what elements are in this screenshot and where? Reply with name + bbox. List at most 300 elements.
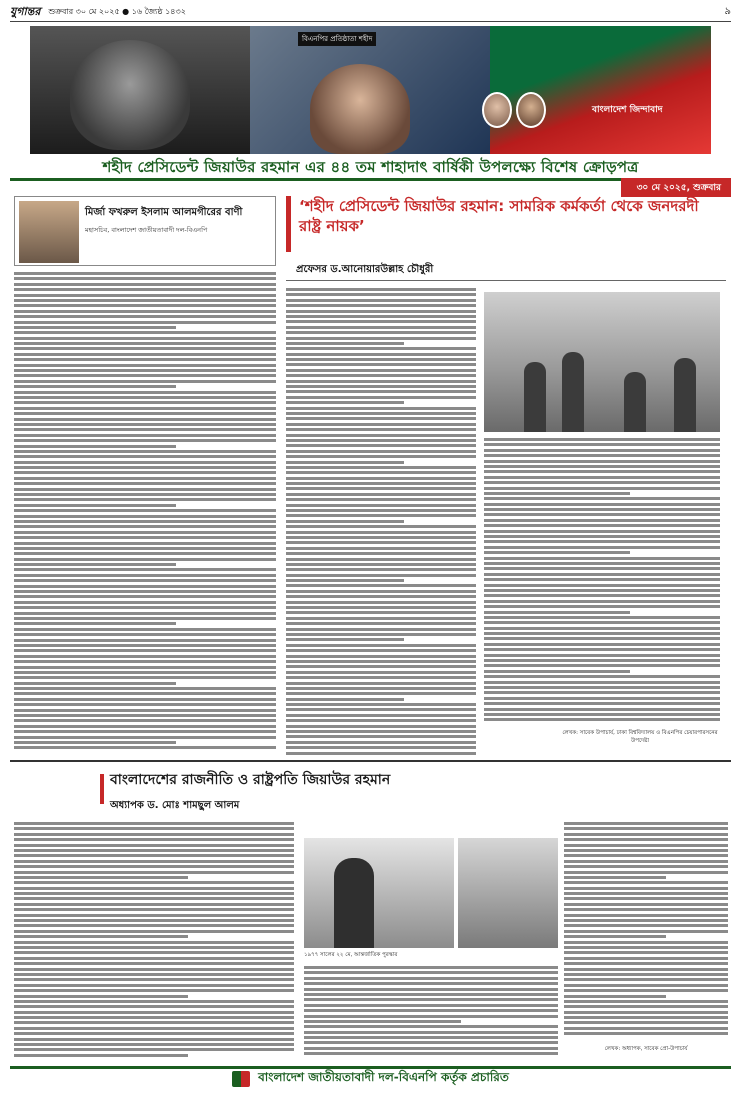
text-line: [14, 919, 294, 922]
text-line: [484, 718, 720, 721]
text-line: [14, 304, 276, 307]
text-line: [484, 562, 720, 565]
text-line: [304, 1004, 558, 1007]
text-line: [564, 871, 728, 874]
divider: [286, 280, 726, 281]
text-line: [564, 887, 728, 890]
text-line: [14, 682, 176, 685]
text-line: [286, 293, 476, 296]
text-line: [286, 579, 404, 582]
text-line: [286, 568, 476, 571]
text-line: [286, 466, 476, 469]
text-line: [286, 477, 476, 480]
text-line: [14, 838, 294, 841]
text-line: [286, 299, 476, 302]
text-line: [286, 331, 476, 334]
text-line: [14, 337, 276, 340]
text-line: [484, 470, 720, 473]
text-line: [14, 709, 276, 712]
text-line: [304, 971, 558, 974]
text-line: [14, 407, 276, 410]
article1-photo: [484, 292, 720, 432]
text-line: [286, 558, 476, 561]
text-line: [14, 860, 294, 863]
text-line: [14, 871, 294, 874]
text-line: [286, 417, 476, 420]
text-line: [484, 713, 720, 716]
text-line: [564, 897, 728, 900]
article1-heading: [286, 196, 726, 252]
portrait-center: [310, 64, 410, 154]
text-line: [564, 908, 728, 911]
text-line: [14, 725, 276, 728]
text-line: [286, 304, 476, 307]
text-line: [286, 730, 476, 733]
text-line: [564, 995, 666, 998]
text-line: [14, 1011, 294, 1014]
text-line: [14, 741, 176, 744]
text-line: [14, 277, 276, 280]
text-line: [14, 676, 276, 679]
page-number: ৯: [724, 6, 731, 17]
text-line: [286, 590, 476, 593]
text-line: [14, 973, 294, 976]
text-line: [484, 589, 720, 592]
text-line: [564, 973, 728, 976]
text-line: [14, 283, 276, 286]
text-line: [14, 585, 276, 588]
text-line: [304, 988, 558, 991]
party-logo-icon: [232, 1071, 250, 1087]
text-line: [564, 860, 728, 863]
text-line: [564, 924, 728, 927]
text-line: [14, 326, 176, 329]
text-line: [484, 557, 720, 560]
text-line: [286, 482, 476, 485]
text-line: [484, 605, 720, 608]
text-line: [286, 461, 404, 464]
text-line: [286, 665, 476, 668]
article1-body-col2: [484, 438, 720, 728]
text-line: [286, 369, 476, 372]
text-line: [484, 594, 720, 597]
text-line: [14, 633, 276, 636]
text-line: [286, 617, 476, 620]
text-line: [484, 611, 630, 614]
text-line: [286, 498, 476, 501]
text-line: [286, 649, 476, 652]
text-line: [564, 1000, 728, 1003]
text-line: [14, 299, 276, 302]
text-line: [14, 445, 176, 448]
message-body: [14, 272, 276, 756]
text-line: [484, 681, 720, 684]
text-line: [14, 692, 276, 695]
text-line: [484, 691, 720, 694]
text-line: [484, 600, 720, 603]
text-line: [484, 686, 720, 689]
text-line: [14, 897, 294, 900]
text-line: [286, 401, 404, 404]
text-line: [14, 563, 176, 566]
text-line: [564, 930, 728, 933]
text-line: [484, 497, 720, 500]
article1-author: প্রফেসর ড.আনোয়ারউল্লাহ চৌধুরী: [296, 264, 434, 275]
text-line: [564, 892, 728, 895]
text-line: [286, 487, 476, 490]
text-line: [14, 822, 294, 825]
section-divider: [10, 760, 731, 762]
text-line: [14, 660, 276, 663]
text-line: [484, 627, 720, 630]
text-line: [286, 412, 476, 415]
author-photo: [19, 201, 79, 263]
text-line: [14, 488, 276, 491]
text-line: [484, 476, 720, 479]
text-line: [14, 951, 294, 954]
text-line: [286, 337, 476, 340]
text-line: [14, 644, 276, 647]
issue-date: শুক্রবার ৩০ মে ২০২৫ ● ১৬ জ্যৈষ্ঠ ১৪৩২: [48, 7, 186, 16]
text-line: [14, 730, 276, 733]
article2-photo-2: [458, 838, 558, 948]
text-line: [14, 455, 276, 458]
text-line: [286, 633, 476, 636]
text-line: [14, 941, 294, 944]
text-line: [286, 660, 476, 663]
article1-body-col1: [286, 288, 476, 758]
flag-graphic: [490, 26, 711, 154]
text-line: [484, 643, 720, 646]
text-line: [14, 579, 276, 582]
text-line: [564, 844, 728, 847]
text-line: [564, 881, 728, 884]
text-line: [286, 288, 476, 291]
text-line: [484, 524, 720, 527]
text-line: [14, 687, 276, 690]
text-line: [286, 719, 476, 722]
text-line: [14, 978, 294, 981]
text-line: [484, 481, 720, 484]
text-line: [14, 385, 176, 388]
text-line: [484, 659, 720, 662]
text-line: [564, 865, 728, 868]
text-line: [286, 342, 404, 345]
text-line: [14, 347, 276, 350]
text-line: [304, 1025, 558, 1028]
text-line: [286, 714, 476, 717]
article1-author-caption: লেখক: সাবেক উপাচার্য, ঢাকা বিশ্ববিদ্যালয় ও বিএনপির চেয়ারপারসনের উপদেষ্টা: [562, 730, 718, 744]
text-line: [286, 746, 476, 749]
text-line: [484, 540, 720, 543]
text-line: [564, 1005, 728, 1008]
text-line: [14, 536, 276, 539]
text-line: [14, 1027, 294, 1030]
text-line: [14, 542, 276, 545]
text-line: [286, 390, 476, 393]
text-line: [564, 1011, 728, 1014]
text-line: [286, 708, 476, 711]
text-line: [564, 951, 728, 954]
text-line: [14, 482, 276, 485]
text-line: [286, 698, 404, 701]
text-line: [14, 649, 276, 652]
text-line: [564, 962, 728, 965]
text-line: [286, 682, 476, 685]
text-line: [14, 547, 276, 550]
text-line: [484, 535, 720, 538]
text-line: [304, 1036, 558, 1039]
text-line: [286, 315, 476, 318]
text-line: [564, 1021, 728, 1024]
text-line: [484, 616, 720, 619]
text-line: [286, 504, 476, 507]
text-line: [286, 687, 476, 690]
text-line: [14, 1005, 294, 1008]
text-line: [484, 503, 720, 506]
text-line: [14, 439, 276, 442]
text-line: [564, 968, 728, 971]
text-line: [14, 1021, 294, 1024]
text-line: [286, 385, 476, 388]
text-line: [286, 547, 476, 550]
text-line: [14, 957, 294, 960]
text-line: [286, 439, 476, 442]
text-line: [14, 924, 294, 927]
text-line: [14, 655, 276, 658]
text-line: [14, 358, 276, 361]
text-line: [484, 573, 720, 576]
text-line: [14, 369, 276, 372]
text-line: [14, 423, 276, 426]
text-line: [14, 412, 276, 415]
text-line: [14, 520, 276, 523]
banner-slogan: বাংলাদেশ জিন্দাবাদ: [592, 105, 663, 115]
article2-title: বাংলাদেশের রাজনীতি ও রাষ্ট্রপতি জিয়াউর রহমান: [110, 772, 391, 788]
masthead: যুগান্তর: [10, 5, 41, 18]
page-footer: [10, 1066, 731, 1088]
text-line: [304, 1020, 461, 1023]
text-line: [14, 714, 276, 717]
text-line: [14, 294, 276, 297]
text-line: [564, 935, 666, 938]
text-line: [564, 1032, 728, 1035]
text-line: [14, 525, 276, 528]
text-line: [14, 968, 294, 971]
text-line: [14, 622, 176, 625]
text-line: [304, 977, 558, 980]
article2-photo-caption: ১৯৭৭ সালের ২২ মে, আন্তর্জাতিক পুরস্কার: [304, 952, 398, 958]
text-line: [286, 584, 476, 587]
text-line: [14, 908, 294, 911]
text-line: [564, 946, 728, 949]
text-line: [484, 519, 720, 522]
text-line: [14, 321, 276, 324]
article2-photo-1: [304, 838, 454, 948]
text-line: [484, 449, 720, 452]
article2-body-col3: [564, 822, 728, 1042]
text-line: [286, 450, 476, 453]
text-line: [14, 315, 276, 318]
text-line: [14, 903, 294, 906]
text-line: [286, 563, 476, 566]
text-line: [484, 654, 720, 657]
text-line: [304, 1015, 558, 1018]
text-line: [14, 374, 276, 377]
text-line: [286, 531, 476, 534]
text-line: [304, 982, 558, 985]
text-line: [14, 531, 276, 534]
text-line: [304, 993, 558, 996]
text-line: [14, 396, 276, 399]
text-line: [14, 493, 276, 496]
text-line: [286, 509, 476, 512]
text-line: [14, 995, 188, 998]
text-line: [14, 946, 294, 949]
text-line: [14, 962, 294, 965]
text-line: [484, 443, 720, 446]
text-line: [286, 671, 476, 674]
text-line: [14, 746, 276, 749]
text-line: [14, 574, 276, 577]
banner-label: বিএনপির প্রতিষ্ঠাতা শহীদ: [298, 32, 376, 46]
text-line: [564, 989, 728, 992]
text-line: [14, 471, 276, 474]
text-line: [14, 930, 294, 933]
text-line: [484, 460, 720, 463]
text-line: [14, 1000, 294, 1003]
text-line: [14, 418, 276, 421]
text-line: [564, 838, 728, 841]
text-line: [484, 578, 720, 581]
text-line: [564, 978, 728, 981]
text-line: [14, 461, 276, 464]
text-line: [14, 1032, 294, 1035]
text-line: [484, 487, 720, 490]
text-line: [14, 935, 188, 938]
text-line: [14, 719, 276, 722]
text-line: [286, 374, 476, 377]
text-line: [564, 876, 666, 879]
text-line: [286, 676, 476, 679]
text-line: [484, 632, 720, 635]
text-line: [286, 423, 476, 426]
text-line: [14, 628, 276, 631]
text-line: [14, 380, 276, 383]
text-line: [286, 428, 476, 431]
text-line: [14, 509, 276, 512]
text-line: [286, 380, 476, 383]
inset-portrait-1: [482, 92, 512, 128]
text-line: [14, 881, 294, 884]
text-line: [484, 621, 720, 624]
footer-text: বাংলাদেশ জাতীয়তাবাদী দল-বিএনপি কর্তৃক প্রচারিত: [258, 1069, 509, 1084]
text-line: [14, 1048, 294, 1051]
text-line: [484, 675, 720, 678]
text-line: [14, 844, 294, 847]
message-header: [14, 196, 276, 266]
text-line: [484, 584, 720, 587]
text-line: [14, 617, 276, 620]
text-line: [286, 407, 476, 410]
text-line: [484, 567, 720, 570]
text-line: [564, 919, 728, 922]
article2-body-col2: [304, 966, 558, 1060]
text-line: [286, 628, 476, 631]
text-line: [484, 513, 720, 516]
text-line: [14, 612, 276, 615]
text-line: [286, 644, 476, 647]
banner-image: [30, 26, 711, 154]
text-line: [304, 1041, 558, 1044]
text-line: [484, 637, 720, 640]
text-line: [14, 1016, 294, 1019]
text-line: [286, 320, 476, 323]
text-line: [286, 525, 476, 528]
text-line: [14, 984, 294, 987]
text-line: [286, 358, 476, 361]
text-line: [564, 827, 728, 830]
text-line: [14, 477, 276, 480]
text-line: [304, 1047, 558, 1050]
text-line: [14, 639, 276, 642]
text-line: [286, 655, 476, 658]
text-line: [564, 914, 728, 917]
text-line: [286, 493, 476, 496]
text-line: [14, 450, 276, 453]
text-line: [484, 465, 720, 468]
text-line: [304, 966, 558, 969]
text-line: [14, 703, 276, 706]
text-line: [14, 401, 276, 404]
text-line: [286, 595, 476, 598]
text-line: [286, 434, 476, 437]
text-line: [286, 326, 476, 329]
text-line: [14, 833, 294, 836]
message-title: মির্জা ফখরুল ইসলাম আলমগীরের বাণী: [85, 207, 243, 218]
text-line: [14, 698, 276, 701]
text-line: [286, 536, 476, 539]
text-line: [14, 887, 294, 890]
text-line: [484, 530, 720, 533]
text-line: [286, 347, 476, 350]
article2-author: অধ্যাপক ড. মোঃ শামছুল আলম: [110, 800, 240, 811]
text-line: [14, 736, 276, 739]
text-line: [14, 671, 276, 674]
text-line: [14, 364, 276, 367]
text-line: [14, 854, 294, 857]
inset-portrait-2: [516, 92, 546, 128]
text-line: [286, 541, 476, 544]
article1-title: ‘শহীদ প্রেসিডেন্ট জিয়াউর রহমান: সামরিক কর্মকর্তা থেকে জনদরদী রাষ্ট্র নায়ক’: [299, 197, 699, 235]
text-line: [564, 957, 728, 960]
text-line: [286, 520, 404, 523]
text-line: [14, 466, 276, 469]
text-line: [304, 1052, 558, 1055]
text-line: [286, 471, 476, 474]
text-line: [14, 288, 276, 291]
text-line: [286, 455, 476, 458]
text-line: [286, 741, 476, 744]
text-line: [286, 552, 476, 555]
text-line: [484, 438, 720, 441]
text-line: [564, 903, 728, 906]
text-line: [484, 508, 720, 511]
text-line: [484, 551, 630, 554]
text-line: [14, 989, 294, 992]
text-line: [14, 914, 294, 917]
text-line: [14, 272, 276, 275]
